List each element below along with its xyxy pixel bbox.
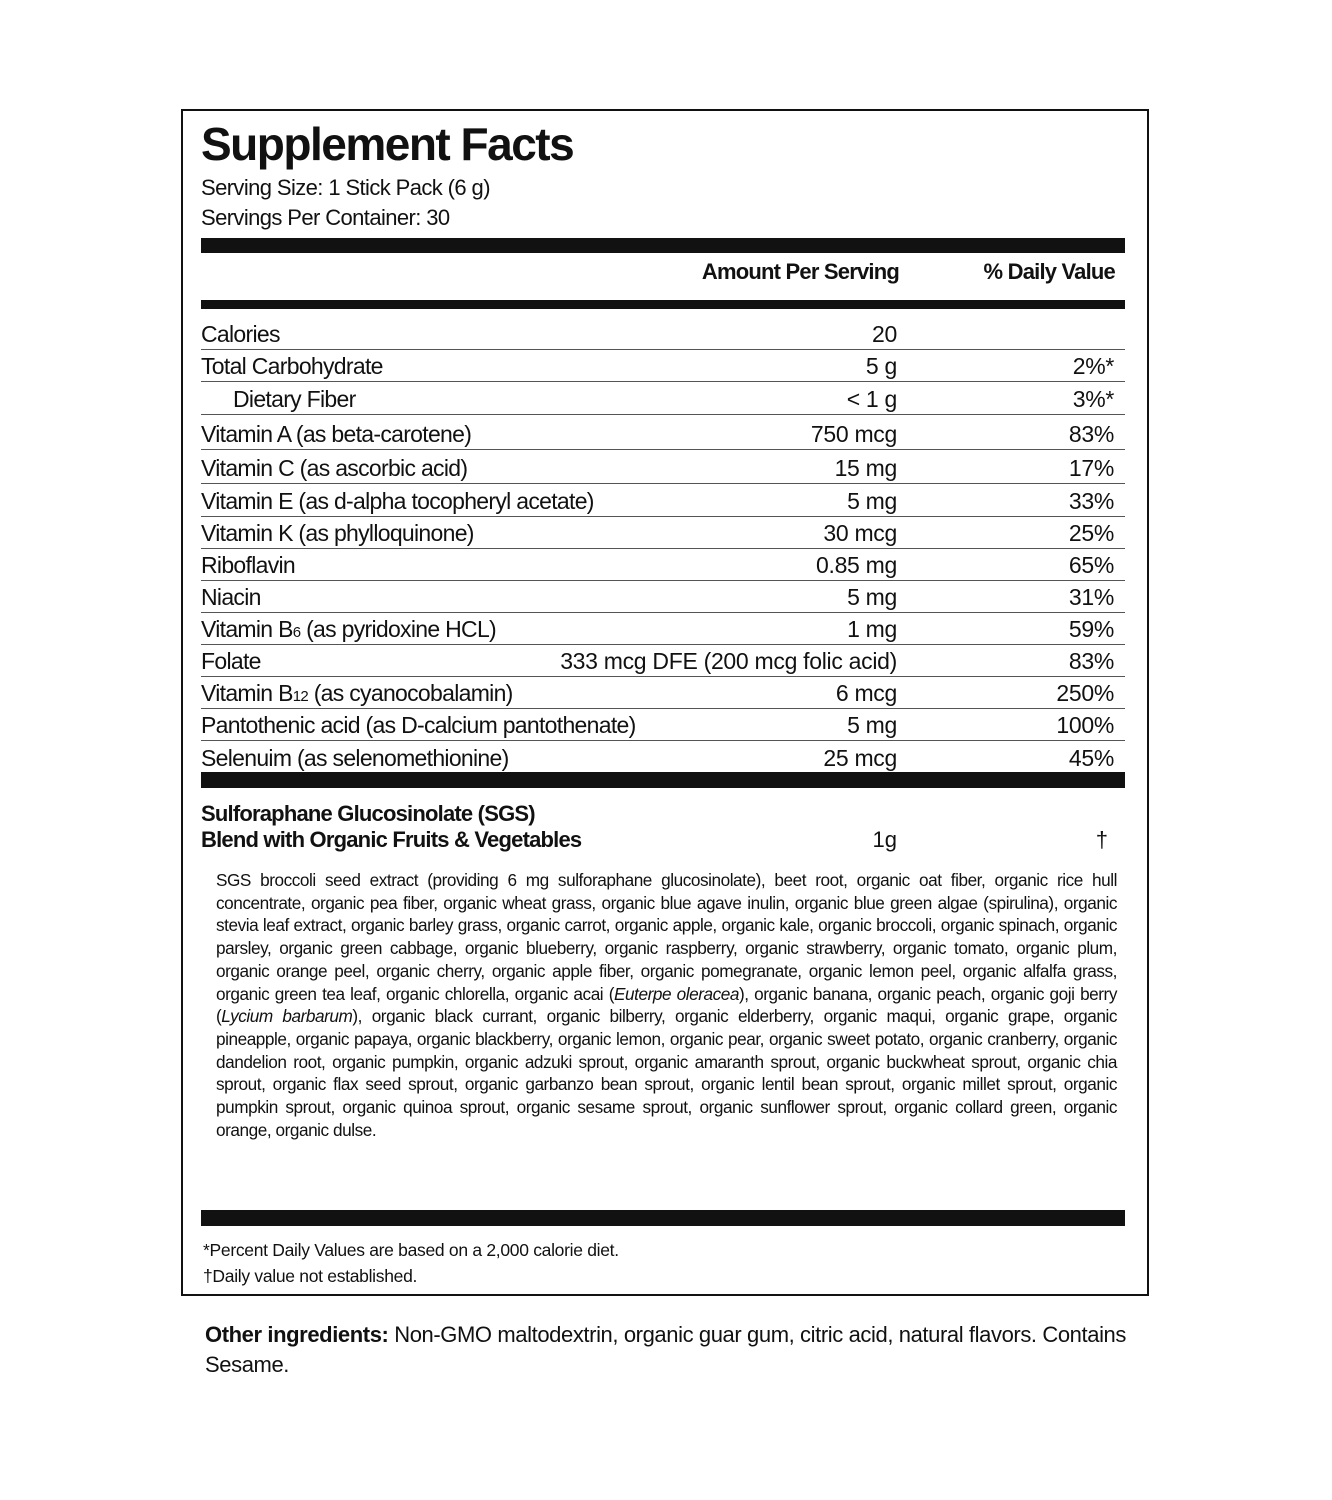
nutrient-amount: 15 mg [834, 455, 897, 481]
nutrient-amount: 0.85 mg [815, 552, 897, 578]
nutrient-name: Dietary Fiber [233, 386, 356, 412]
nutrient-row [201, 581, 1125, 613]
nutrient-table [201, 319, 1125, 773]
nutrient-amount: 30 mcg [823, 520, 897, 546]
nutrient-daily-value: 17% [1068, 455, 1114, 481]
nutrient-row [201, 319, 1125, 350]
medium-divider [201, 300, 1125, 309]
nutrient-daily-value: 2%* [1072, 353, 1114, 379]
nutrient-daily-value: 65% [1068, 552, 1114, 578]
nutrient-row [201, 613, 1125, 645]
nutrient-amount: < 1 g [846, 386, 897, 412]
nutrient-amount: 5 mg [847, 488, 897, 514]
nutrient-daily-value: 45% [1068, 745, 1114, 771]
panel-content [201, 111, 1125, 1298]
nutrient-row [201, 450, 1125, 484]
nutrient-row [201, 645, 1125, 677]
nutrient-daily-value: 3%* [1072, 386, 1114, 412]
blend-ingredients-part1: SGS broccoli seed extract (providing 6 mg sulforaphane glucosinolate), beet root, organic oat fiber, organic rice hull concentrate, organic pea fiber, organic wheat grass, organic blue agave inulin, organic blue green algae (spirulina), organic stevia leaf extract, organic barley grass, organic carrot, organic apple, organic kale, organic broccoli, organic spinach, organic parsley, organic green cabbage, organic blueberry, organic raspberry, organic strawberry, organic tomato, organic plum, organic orange peel, organic cherry, organic apple fiber, organic pomegranate, organic lemon peel, organic alfalfa grass, organic green tea leaf, organic chlorella, organic acai ( [216, 870, 1117, 1004]
blend-ingredients-italic1: Euterpe oleracea [614, 983, 739, 1004]
nutrient-daily-value: 250% [1056, 680, 1114, 706]
serving-size: Serving Size: 1 Stick Pack (6 g) [201, 175, 490, 200]
thick-divider-bottom [201, 1210, 1125, 1226]
nutrient-name: Vitamin E (as d-alpha tocopheryl acetate) [201, 488, 594, 514]
nutrient-daily-value: 83% [1068, 648, 1114, 674]
nutrient-name: Folate [201, 648, 261, 674]
blend-ingredients-part2: ), organic banana, organic peach, organic goji berry ( [216, 983, 1117, 1027]
subscript-6: 6 [292, 624, 301, 641]
nutrient-row [201, 677, 1125, 709]
nutrient-amount: 5 g [865, 353, 897, 379]
footnote-dagger: †Daily value not established. [203, 1266, 418, 1286]
thick-divider-middle [201, 772, 1125, 788]
nutrient-row [201, 484, 1125, 517]
nutrient-row [201, 382, 1125, 415]
nutrient-amount: 5 mg [847, 712, 897, 738]
nutrient-name: Selenuim (as selenomethionine) [201, 745, 509, 771]
nutrient-name: Total Carbohydrate [201, 353, 383, 379]
nutrient-name: Vitamin B12 (as cyanocobalamin) [201, 680, 513, 706]
supplement-facts-panel [181, 109, 1149, 1296]
panel-title: Supplement Facts [201, 118, 574, 170]
other-ingredients [205, 1320, 1145, 1380]
amount-per-serving-header: Amount Per Serving [701, 259, 899, 284]
footnote-daily-values: *Percent Daily Values are based on a 2,000 calorie diet. [203, 1240, 619, 1260]
nutrient-amount: 5 mg [847, 584, 897, 610]
blend-name-line2: Blend with Organic Fruits & Vegetables [201, 827, 582, 852]
thick-divider-top [201, 238, 1125, 253]
nutrient-daily-value: 59% [1068, 616, 1114, 642]
blend-ingredients [216, 869, 1117, 1141]
nutrient-row [201, 415, 1125, 450]
nutrient-daily-value: 31% [1068, 584, 1114, 610]
nutrient-daily-value: 83% [1068, 421, 1114, 447]
nutrient-name: Vitamin A (as beta-carotene) [201, 421, 472, 447]
subscript-12: 12 [292, 688, 309, 705]
nutrient-name: Vitamin K (as phylloquinone) [201, 520, 474, 546]
nutrient-amount: 1 mg [847, 616, 897, 642]
nutrient-daily-value: 100% [1056, 712, 1114, 738]
nutrient-amount: 6 mcg [835, 680, 897, 706]
other-ingredients-text: Non-GMO maltodextrin, organic guar gum, citric acid, natural flavors. Contains Sesame. [205, 1322, 1126, 1377]
nutrient-name: Niacin [201, 584, 261, 610]
nutrient-row [201, 709, 1125, 741]
nutrient-name: Calories [201, 321, 280, 347]
blend-name-line1: Sulforaphane Glucosinolate (SGS) [201, 801, 535, 826]
blend-name [201, 801, 581, 853]
nutrient-amount: 25 mcg [823, 745, 897, 771]
blend-ingredients-part3: ), organic black currant, organic bilberry, organic elderberry, organic maqui, organic grape, organic pineapple, organic papaya, organic blackberry, organic lemon, organic pear, organic sweet potato, organic cranberry, organic dandelion root, organic pumpkin, organic adzuki sprout, organic amaranth sprout, organic buckwheat sprout, organic chia sprout, organic flax seed sprout, organic garbanzo bean sprout, organic lentil bean sprout, organic millet sprout, organic pumpkin sprout, organic quinoa sprout, organic sesame sprout, organic sunflower sprout, organic collard green, organic orange, organic dulse. [216, 1006, 1117, 1140]
blend-daily-value: † [1095, 827, 1108, 852]
nutrient-row [201, 350, 1125, 382]
nutrient-row [201, 517, 1125, 549]
nutrient-name: Vitamin B6 (as pyridoxine HCL) [201, 616, 497, 642]
nutrient-name: Pantothenic acid (as D-calcium pantothenate) [201, 712, 636, 738]
nutrient-daily-value: 33% [1068, 488, 1114, 514]
other-ingredients-label: Other ingredients: [205, 1322, 389, 1347]
daily-value-header: % Daily Value [983, 259, 1115, 284]
nutrient-name: Vitamin C (as ascorbic acid) [201, 455, 468, 481]
nutrient-row [201, 549, 1125, 581]
nutrient-amount: 750 mcg [810, 421, 897, 447]
blend-amount: 1g [872, 827, 897, 852]
nutrient-amount: 20 [872, 321, 897, 347]
nutrient-amount: 333 mcg DFE (200 mcg folic acid) [560, 648, 897, 674]
nutrient-row [201, 741, 1125, 773]
nutrient-name: Riboflavin [201, 552, 295, 578]
blend-ingredients-italic2: Lycium barbarum [221, 1006, 353, 1027]
nutrient-daily-value: 25% [1068, 520, 1114, 546]
servings-per-container: Servings Per Container: 30 [201, 205, 450, 230]
